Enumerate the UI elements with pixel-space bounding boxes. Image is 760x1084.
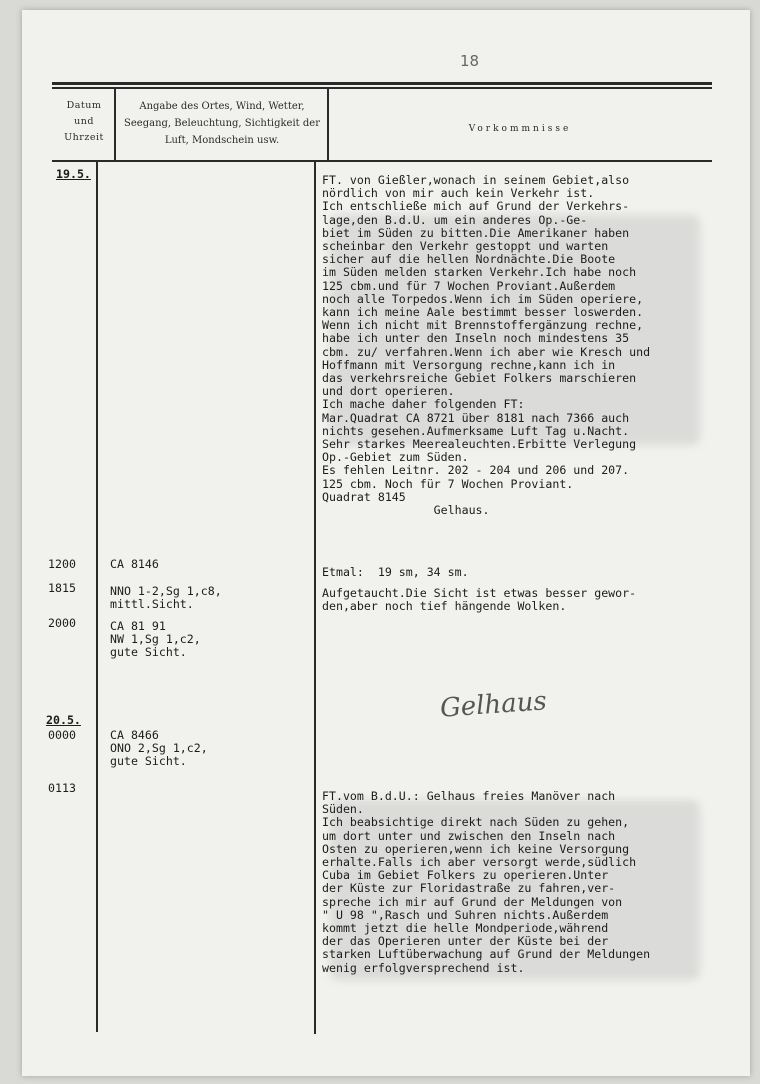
log-position: NNO 1-2,Sg 1,c8, mittl.Sicht. xyxy=(110,584,222,612)
header-datum-line: Uhrzeit xyxy=(64,132,104,143)
log-time: 0113 xyxy=(48,781,76,795)
header-datum-line: Datum xyxy=(66,100,102,111)
log-date: 19.5. xyxy=(56,167,91,181)
page-number: 18 xyxy=(460,52,480,70)
log-time: 0000 xyxy=(48,728,76,742)
log-position: CA 8466 ONO 2,Sg 1,c2, gute Sicht. xyxy=(110,728,208,769)
header-datum xyxy=(54,98,114,146)
handwritten-signature: Gelhaus xyxy=(439,686,548,724)
header-column-divider-1 xyxy=(114,88,116,160)
log-position: CA 8146 xyxy=(110,557,159,571)
header-rule-bottom xyxy=(52,160,712,162)
header-column-divider-2 xyxy=(327,88,329,160)
log-time: 1815 xyxy=(48,581,76,595)
log-entry-text: FT. von Gießler,wonach in seinem Gebiet,also nördlich von mir auch kein Verkehr ist. Ich entschließe mich auf Grund der Verkehrs- lage,den B.d.U. um ein anderes Op.-Ge- biet im Süden zu bitten.Die Amerikaner haben scheinbar den Verkehr gestoppt und warten sicher auf die hellen Nordnächte.Die Boote im Süden melden starken Verkehr.Ich habe noch 125 cbm.und für 7 Wochen Proviant.Außerdem noch alle Torpedos.Wenn ich im Süden operiere, kann ich meine Aale bestimmt besser loswerden. Wenn ich nicht mit Brennstoffergänzung rechne, habe ich unter den Inseln noch mindestens 35 cbm. zu/ verfahren.Wenn ich aber wie Kresch und Hoffmann mit Versorgung rechne,kann ich in das verkehrsreiche Gebiet Folkers marschieren und dort operieren. Ich mache daher folgenden FT: Mar.Quadrat CA 8721 über 8181 nach 7366 auch nichts gesehen.Aufmerksame Luft Tag u.Nacht. Sehr starkes Meerealeuchten.Erbitte Verlegung Op.-Gebiet zum Süden. Es fehlen Leitnr. 202 - 204 und 206 und 207. 125 cbm. Noch für 7 Wochen Proviant. Quadrat 8145 Gelhaus. xyxy=(322,173,651,518)
log-date: 20.5. xyxy=(46,713,81,727)
log-position: CA 81 91 NW 1,Sg 1,c2, gute Sicht. xyxy=(110,619,201,660)
log-entry-text: Aufgetaucht.Die Sicht ist etwas besser gewor- den,aber noch tief hängende Wolken. xyxy=(322,586,637,614)
log-time: 1200 xyxy=(48,557,76,571)
log-time: 2000 xyxy=(48,616,76,630)
header-rule-top-inner xyxy=(52,87,712,89)
log-entry-text: Etmal: 19 sm, 34 sm. xyxy=(322,565,469,579)
header-rule-top xyxy=(52,82,712,85)
header-events: Vorkommnisse xyxy=(468,124,572,134)
log-entry-text: FT.vom B.d.U.: Gelhaus freies Manöver nach Süden. Ich beabsichtige direkt nach Süden zu gehen, um dort unter und zwischen den Inseln nach Osten zu operieren,wenn ich keine Versorgung erhalte.Falls ich aber versorgt werde,südlich Cuba im Gebiet Folkers zu operieren.Unter der Küste zur Floridastraße zu fahren,ver- spreche ich mir auf Grund der Meldungen von " U 98 ",Rasch und Suhren nichts.Außerdem kommt jetzt die helle Mondperiode,während der das Operieren unter der Küste bei der starken Luftüberwachung auf Grund der Meldungen wenig erfolgversprechend ist. xyxy=(322,789,651,975)
header-datum-line: und xyxy=(74,116,94,127)
column-divider-2 xyxy=(314,162,316,1034)
column-divider-1 xyxy=(96,162,98,1032)
header-location-weather: Angabe des Ortes, Wind, Wetter, Seegang, Beleuchtung, Sichtigkeit der Luft, Mondschein usw. xyxy=(124,101,320,146)
